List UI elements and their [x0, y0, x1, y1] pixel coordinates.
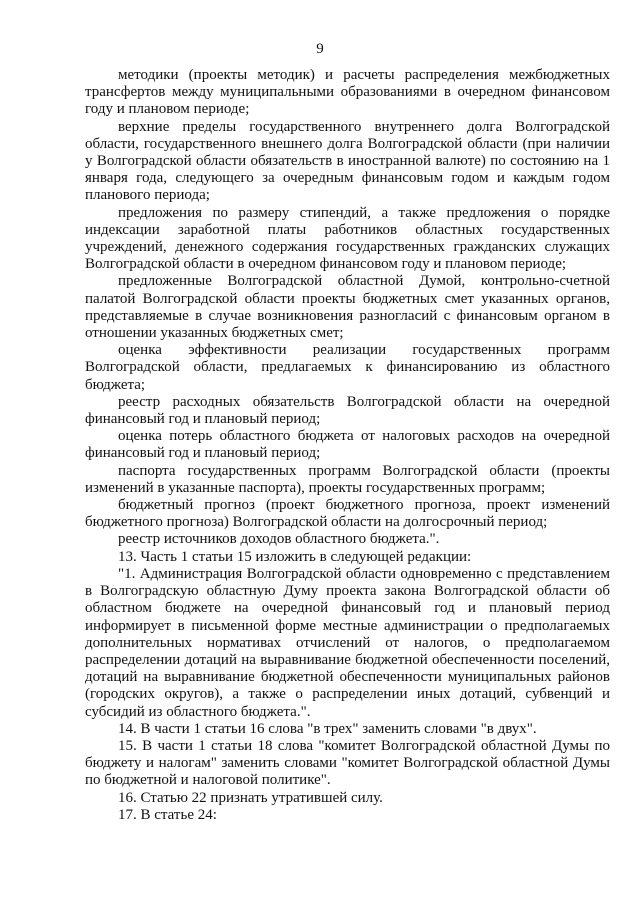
paragraph-item-15: 15. В части 1 статьи 18 слова "комитет Волгоградской областной Думы по бюджету и налогам" заменить словами "комитет Волгоградской областной Думы по бюджетной и налоговой политике". [85, 737, 610, 789]
paragraph-item-16: 16. Статью 22 признать утратившей силу. [118, 789, 383, 806]
page-number: 9 [316, 41, 324, 57]
paragraph-stipends: предложения по размеру стипендий, а также предложения о порядке индексации заработной платы работников областных государственных учреждений, денежного содержания государственных гражданских служащих Волгоградской области в очередном финансовом году и плановом периоде; [85, 204, 610, 273]
paragraph-item-13: 13. Часть 1 статьи 15 изложить в следующей редакции: [118, 548, 472, 565]
paragraph-new-part-1: "1. Администрация Волгоградской области одновременно с представлением в Волгоградскую областную Думу проекта закона Волгоградской области об областном бюджете на очередной финансовый год и плановый период информирует в письменной форме местные администрации о предполагаемых дополнительных нормативах отчислений от налогов, о предполагаемом распределении дотаций на выравнивание бюджетной обеспеченности поселений, дотаций на выравнивание бюджетной обеспеченности муниципальных районов (городских округов), а также о распределении иных дотаций, субвенций и субсидий из областного бюджета.". [85, 565, 610, 720]
paragraph-item-14: 14. В части 1 статьи 16 слова "в трех" заменить словами "в двух". [118, 720, 537, 737]
paragraph-budget-forecast: бюджетный прогноз (проект бюджетного прогноза, проект изменений бюджетного прогноза) Волгоградской области на долгосрочный период; [85, 497, 610, 531]
paragraph-program-evaluation: оценка эффективности реализации государственных программ Волгоградской области, предлагаемых к финансированию из областного бюджета; [85, 342, 610, 393]
paragraph-item-17: 17. В статье 24: [118, 806, 217, 823]
paragraph-budget-estimates: предложенные Волгоградской областной Думой, контрольно-счетной палатой Волгоградской области проекты бюджетных смет указанных органов, представляемые в случае возникновения разногласий с финансовым органом в отношении указанных бюджетных смет; [85, 273, 610, 342]
paragraph-obligations-register: реестр расходных обязательств Волгоградской области на очередной финансовый год и плановый период; [85, 393, 610, 428]
paragraph-methodologies: методики (проекты методик) и расчеты распределения межбюджетных трансфертов между муниципальными образованиями в очередном финансовом году и плановом периоде; [85, 67, 610, 118]
paragraph-program-passports: паспорта государственных программ Волгоградской области (проекты изменений в указанные паспорта), проекты государственных программ; [85, 462, 610, 496]
paragraph-tax-losses: оценка потерь областного бюджета от налоговых расходов на очередной финансовый год и плановый период; [85, 428, 610, 462]
paragraph-debt-limits: верхние пределы государственного внутреннего долга Волгоградской области, государственного внешнего долга Волгоградской области (при наличии у Волгоградской области обязательств в иностранной валюте) по состоянию на 1 января года, следующего за очередным финансовым годом и каждым годом планового периода; [85, 118, 610, 204]
document-body [85, 67, 610, 824]
paragraph-revenue-register: реестр источников доходов областного бюджета.". [118, 531, 440, 548]
